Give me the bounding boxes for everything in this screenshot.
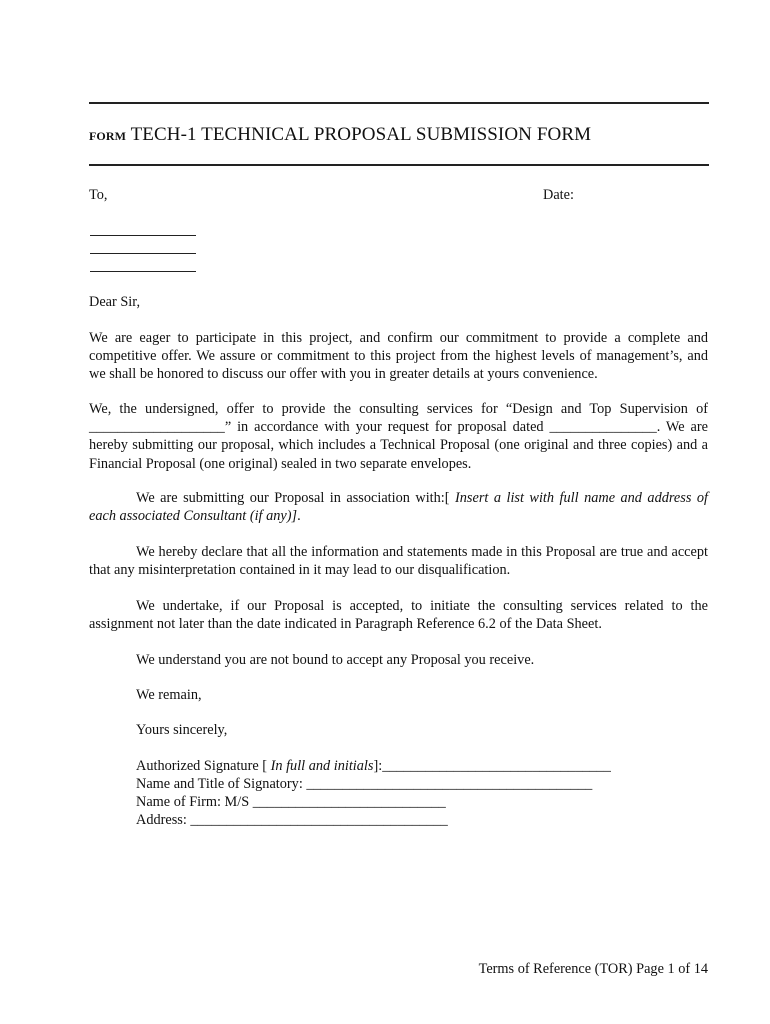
paragraph-closing: Yours sincerely, <box>136 722 228 738</box>
authorized-signature-line <box>136 757 611 775</box>
paragraph-not-bound: We understand you are not bound to accept any Proposal you receive. <box>136 652 535 668</box>
form-title-text: TECH-1 TECHNICAL PROPOSAL SUBMISSION FORM <box>130 124 592 145</box>
auth-italic: In full and initials <box>270 758 374 774</box>
form-prefix: FORM <box>89 129 127 143</box>
date-label: Date: <box>543 187 574 203</box>
association-text: We are submitting our Proposal in association with:[ <box>136 490 456 506</box>
auth-suffix: ]:________________________________ <box>373 758 611 774</box>
address-blank-line <box>90 253 196 254</box>
top-rule <box>89 102 709 104</box>
to-label: To, <box>89 187 108 203</box>
paragraph-offer: We, the undersigned, offer to provide the consulting services for “Design and Top Supervision of ___________________” in accordance with your request for proposal dated _______________. We are hereby submitting our proposal, which includes a Technical Proposal (one original and three copies) and a Financial Proposal (one original) sealed in two separate envelopes. <box>89 401 708 472</box>
page-footer: Terms of Reference (TOR) Page 1 of 14 <box>478 961 708 977</box>
salutation: Dear Sir, <box>89 294 141 310</box>
address-blank-line <box>90 271 196 272</box>
address-blank-lines <box>90 235 196 289</box>
paragraph-association <box>89 489 708 525</box>
association-end: . <box>297 508 301 525</box>
paragraph-declaration: We hereby declare that all the information and statements made in this Proposal are true and accept that any misinterpretation contained in it may lead to our disqualification. <box>89 544 708 579</box>
paragraph-undertaking: We undertake, if our Proposal is accepted, to initiate the consulting services related to the assignment not later than the date indicated in Paragraph Reference 6.2 of the Data Sheet. <box>89 598 708 633</box>
address-line: Address: ____________________________________ <box>136 812 448 828</box>
firm-name-line: Name of Firm: M/S ___________________________ <box>136 794 446 810</box>
bottom-rule <box>89 164 709 166</box>
signatory-name-line: Name and Title of Signatory: ________________________________________ <box>136 776 593 792</box>
auth-prefix: Authorized Signature [ <box>136 758 271 774</box>
form-title <box>89 124 591 146</box>
association-instruction: Insert a list with full name and address of each associated Consultant (if any)] <box>89 490 708 525</box>
paragraph-remain: We remain, <box>136 687 202 703</box>
paragraph-commitment: We are eager to participate in this project, and confirm our commitment to provide a complete and competitive offer. We assure or commitment to this project from the highest levels of management’s, and we shall be honored to discuss our offer with you in greater details at yours convenience. <box>89 330 708 383</box>
address-blank-line <box>90 235 196 236</box>
